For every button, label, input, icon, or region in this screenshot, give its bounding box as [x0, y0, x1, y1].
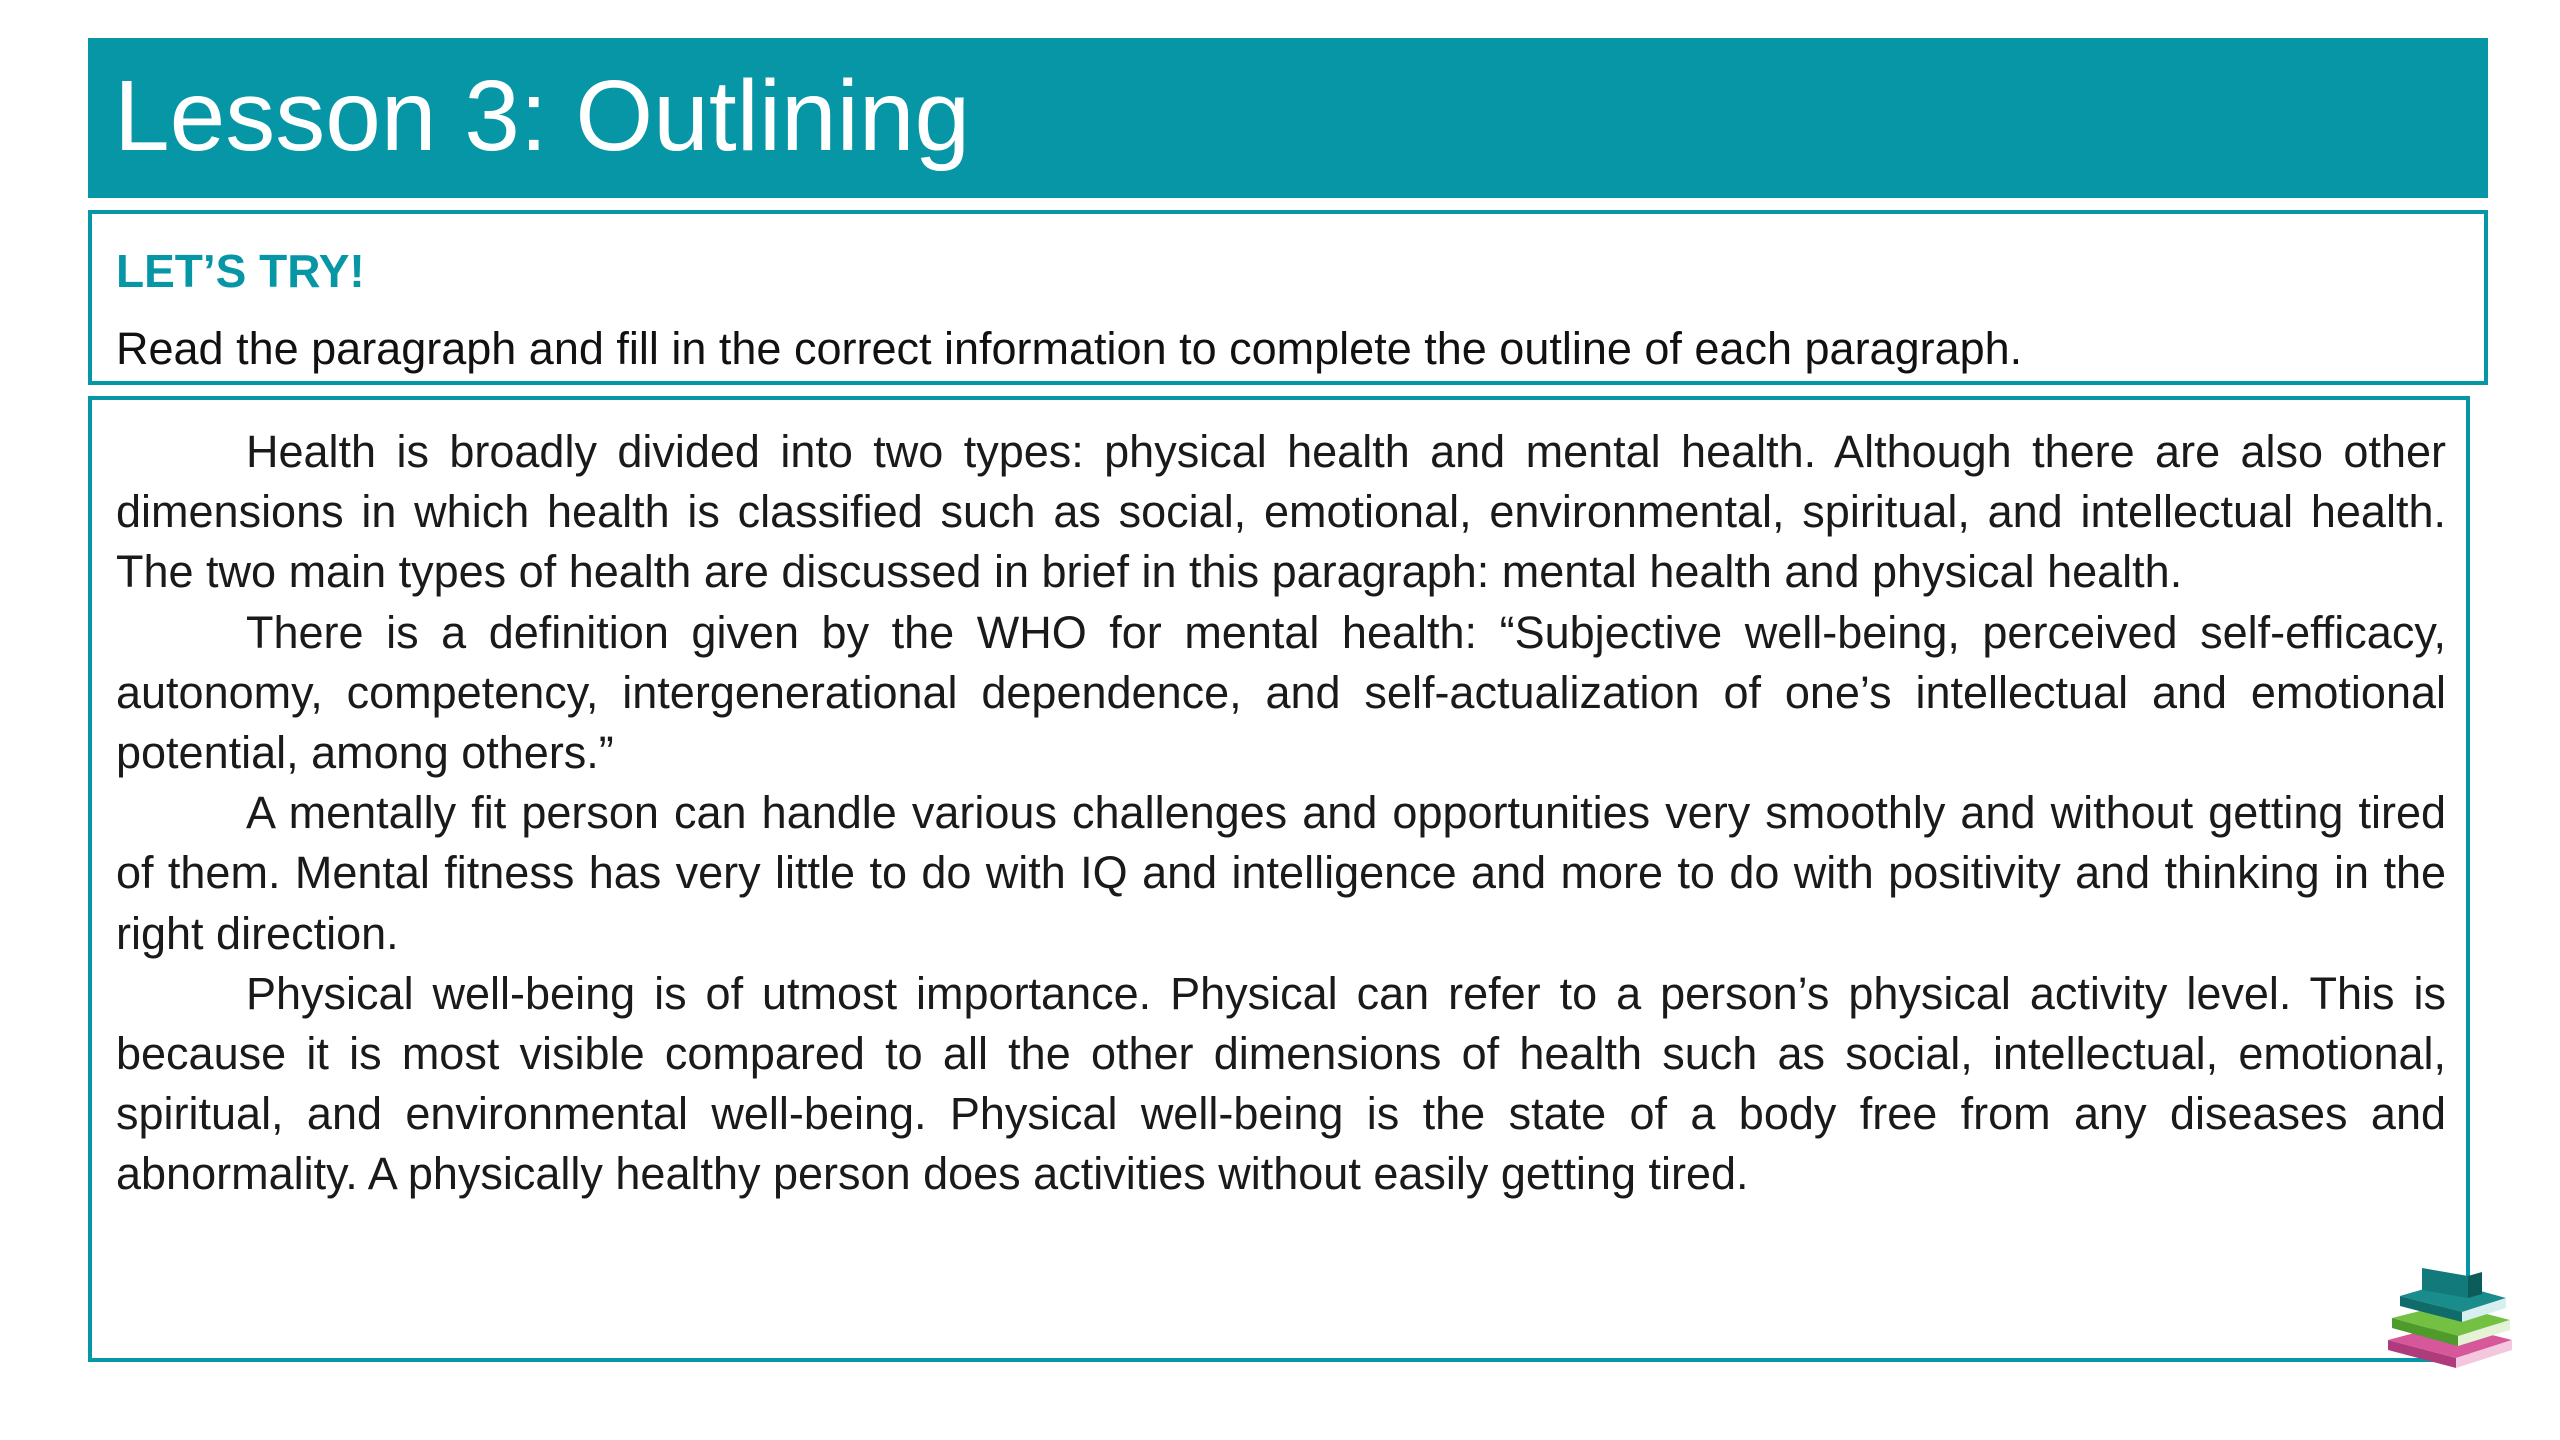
paragraph-3: A mentally fit person can handle various challenges and opportunities very smoothly and without getting tired of them. Mental fitness has very little to do with IQ and intelligence and more to do with positivity and thinking in the right direction. [116, 787, 2446, 959]
paragraph-4: Physical well-being is of utmost importance. Physical can refer to a person’s physical activity level. This is because it is most visible compared to all the other dimensions of health such as social, intellectual, emotional, spiritual, and environmental well-being. Physical well-being is the state of a body free from any diseases and abnormality. A physically healthy person does activities without easily getting tired. [116, 967, 2446, 1200]
books-stack-icon [2378, 1262, 2518, 1372]
lesson-title: Lesson 3: Outlining [114, 60, 971, 172]
lets-try-heading: LET’S TRY! [116, 245, 365, 297]
passage-text [116, 422, 2446, 1205]
passage-box [88, 396, 2470, 1362]
paragraph-1: Health is broadly divided into two types: physical health and mental health. Although there are also other dimensions in which health is classified such as social, emotional, environmental, spiritual, and intellectual health. The two main types of health are discussed in brief in this paragraph: mental health and physical health. [116, 426, 2446, 598]
paragraph-2: There is a definition given by the WHO for mental health: “Subjective well-being, perceived self-efficacy, autonomy, competency, intergenerational dependence, and self-actualization of one’s intellectual and emotional potential, among others.” [116, 606, 2446, 779]
instruction-box [88, 210, 2488, 385]
instruction-text: Read the paragraph and fill in the correct information to complete the outline of each paragraph. [116, 323, 2023, 374]
lesson-title-bar [88, 38, 2488, 198]
